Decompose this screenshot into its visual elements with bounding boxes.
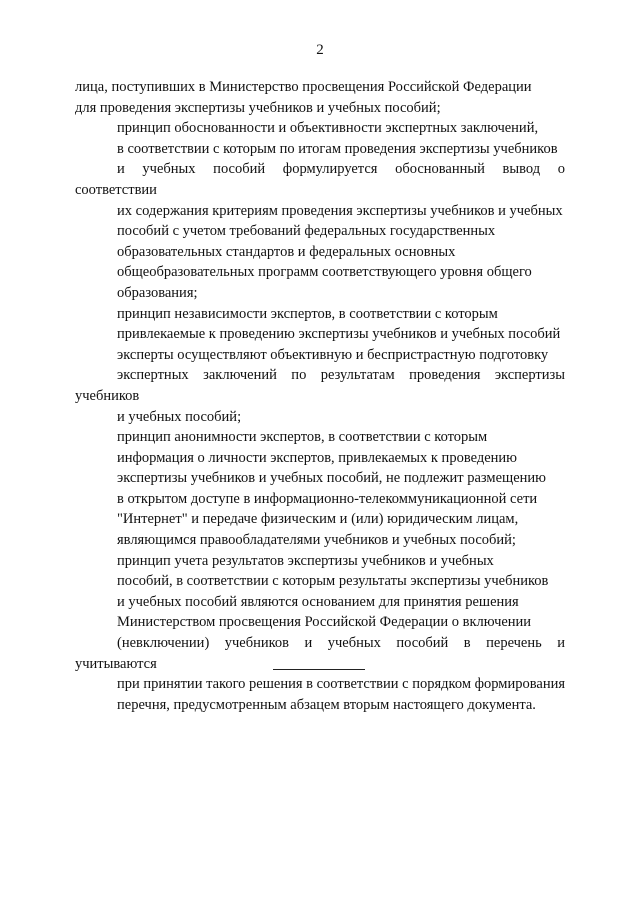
- text-line: перечня, предусмотренным абзацем вторым настоящего документа.: [117, 696, 536, 713]
- closing-rule: [273, 669, 365, 670]
- text-line: экспертизы учебников и учебных пособий, не подлежит размещению: [117, 470, 546, 487]
- paragraph: [75, 77, 565, 118]
- text-line: принцип обоснованности и объективности экспертных заключений,: [117, 120, 539, 137]
- text-line: Министерством просвещения Российской Федерации о включении: [117, 614, 532, 631]
- paragraph: [75, 551, 565, 716]
- text-line: образования;: [117, 284, 198, 301]
- text-line: их содержания критериям проведения экспертизы учебников и учебных: [117, 202, 563, 219]
- text-line: экспертных заключений по результатам проведения экспертизы учебников: [75, 367, 565, 404]
- text-line: принцип анонимности экспертов, в соответствии с которым: [117, 429, 488, 446]
- text-line: общеобразовательных программ соответствующего уровня общего: [117, 264, 532, 281]
- paragraph: [75, 304, 565, 428]
- page-number: 2: [316, 42, 324, 58]
- text-line: для проведения экспертизы учебников и учебных пособий;: [75, 99, 441, 116]
- text-line: являющимся правообладателями учебников и учебных пособий;: [117, 532, 516, 549]
- text-line: (невключении) учебников и учебных пособий в перечень и учитываются: [75, 635, 565, 672]
- text-line: пособий с учетом требований федеральных государственных: [117, 223, 496, 240]
- text-line: эксперты осуществляют объективную и беспристрастную подготовку: [117, 346, 549, 363]
- paragraph: [75, 427, 565, 551]
- text-line: информация о личности экспертов, привлекаемых к проведению: [117, 449, 517, 466]
- text-line: лица, поступивших в Министерство просвещения Российской Федерации: [75, 79, 532, 95]
- text-line: и учебных пособий;: [117, 408, 242, 425]
- text-line: образовательных стандартов и федеральных основных: [117, 243, 456, 260]
- text-line: в открытом доступе в информационно-телекоммуникационной сети: [117, 490, 538, 507]
- text-line: в соответствии с которым по итогам проведения экспертизы учебников: [117, 140, 558, 157]
- text-line: и учебных пособий являются основанием для принятия решения: [117, 593, 519, 610]
- document-body: [75, 77, 565, 715]
- paragraph: [75, 118, 565, 303]
- text-line: и учебных пособий формулируется обоснованный вывод о соответствии: [75, 161, 565, 198]
- text-line: "Интернет" и передаче физическим и (или) юридическим лицам,: [117, 511, 519, 528]
- text-line: принцип учета результатов экспертизы учебников и учебных: [117, 552, 494, 569]
- text-line: при принятии такого решения в соответствии с порядком формирования: [117, 676, 566, 693]
- text-line: принцип независимости экспертов, в соответствии с которым: [117, 305, 498, 322]
- text-line: привлекаемые к проведению экспертизы учебников и учебных пособий: [117, 326, 561, 343]
- text-line: пособий, в соответствии с которым результаты экспертизы учебников: [117, 573, 549, 590]
